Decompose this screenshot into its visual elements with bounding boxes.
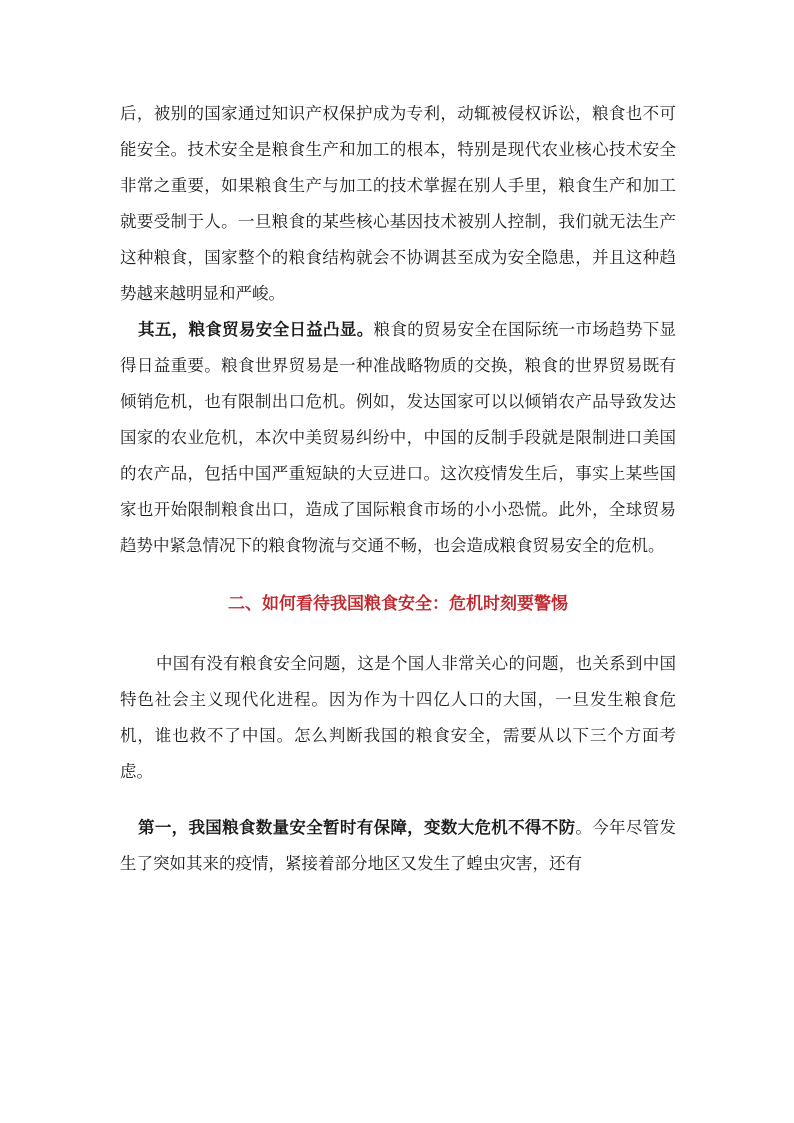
paragraph-text: 。今年尽管发生了突如其来的疫情，紧接着部分地区又发生了蝗虫灾害，还有: [120, 818, 677, 873]
paragraph-technology-safety: 后，被别的国家通过知识产权保护成为专利，动辄被侵权诉讼，粮食也不可能安全。技术安全是粮食生产和加工的根本，特别是现代农业核心技术安全非常之重要，如果粮食生产与加工的技术掌握在别人手里，粮食生产和加工就要受制于人。一旦粮食的某些核心基因技术被别人控制，我们就无法生产这种粮食，国家整个的粮食结构就会不协调甚至成为安全隐患，并且这种趋势越来越明显和严峻。: [120, 104, 676, 303]
paragraph-lead-bold: 其五，粮食贸易安全日益凸显。: [138, 320, 374, 339]
paragraph-grain-quantity-safety: [120, 810, 676, 882]
paragraph-grain-trade-safety: [120, 312, 676, 564]
paragraph-text: 粮食的贸易安全在国际统一市场趋势下显得日益重要。粮食世界贸易是一种准战略物质的交换，粮食的世界贸易既有倾销危机，也有限制出口危机。例如，发达国家可以以倾销农产品导致发达国家的农业危机，本次中美贸易纠纷中，中国的反制手段就是限制进口美国的农产品，包括中国严重短缺的大豆进口。这次疫情发生后，事实上某些国家也开始限制粮食出口，造成了国际粮食市场的小小恐慌。此外，全球贸易趋势中紧急情况下的粮食物流与交通不畅，也会造成粮食贸易安全的危机。: [120, 320, 677, 555]
section-heading: 二、如何看待我国粮食安全：危机时刻要警惕: [228, 594, 568, 614]
document-body: [120, 96, 676, 882]
paragraph-intro: 中国有没有粮食安全问题，这是个国人非常关心的问题，也关系到中国特色社会主义现代化进程。因为作为十四亿人口的大国，一旦发生粮食危机，谁也救不了中国。怎么判断我国的粮食安全，需要从以下三个方面考虑。: [120, 654, 676, 781]
paragraph-lead-bold: 第一，我国粮食数量安全暂时有保障，变数大危机不得不防: [138, 818, 576, 837]
